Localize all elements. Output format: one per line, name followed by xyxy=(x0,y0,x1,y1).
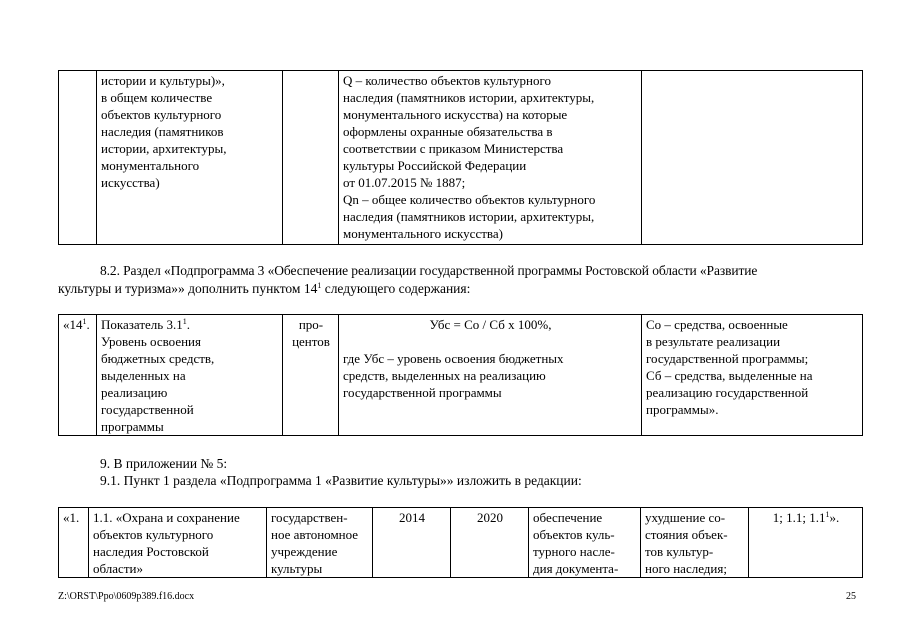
table3-cell-end-year: 2020 xyxy=(451,508,529,578)
table3-cell-links: 1; 1.1; $1.1^1$». xyxy=(749,508,863,578)
table3-cell-executor: государствен- ное автономное учреждение культуры xyxy=(267,508,373,578)
table2-cell-indicator: Показатель $3.1^1$. Уровень освоения бюджетных средств, выделенных на реализацию государственной программы xyxy=(97,315,283,436)
table1-cell-num xyxy=(59,71,97,245)
paragraph-9: 9. В приложении № 5: xyxy=(100,456,228,471)
table-indicator-14-1 xyxy=(58,314,863,436)
table3-cell-result: обеспечение объектов куль- турного насле- дия документа- xyxy=(529,508,641,578)
table1-cell-notes xyxy=(642,71,863,245)
footer-file-path: Z:\ORST\Ppo\0609p389.f16.docx xyxy=(58,591,195,602)
table3-cell-consequence: ухудшение со- стояния объек- тов культур- ного наследия; xyxy=(641,508,749,578)
table3-cell-name: 1.1. «Охрана и сохранение объектов культурного наследия Ростовской области» xyxy=(89,508,267,578)
paragraph-8-2-line1: 8.2. Раздел «Подпрограмма 3 «Обеспечение реализации государственной программы Ростовской области «Развитие xyxy=(100,263,758,278)
table1-cell-method: Q – количество объектов культурного наследия (памятников истории, архитектуры, монументального искусства) на которые оформлены охранные обязательства в соответствии с приказом Министерства культуры Российской Федерации от 01.07.2015 № 1887; Qn – общее количество объектов культурного наследия (памятников истории, архитектуры, монументального искусства) xyxy=(339,71,642,245)
table3-cell-start-year: 2014 xyxy=(373,508,451,578)
table-row xyxy=(59,71,863,245)
table-continuation xyxy=(58,70,863,245)
table3-cell-num: «1. xyxy=(59,508,89,578)
paragraph-9-1: 9.1. Пункт 1 раздела «Подпрограмма 1 «Развитие культуры»» изложить в редакции: xyxy=(100,473,582,488)
table2-cell-unit: про- центов xyxy=(283,315,339,436)
table2-cell-notes: Со – средства, освоенные в результате реализации государственной программы; Сб – средства, выделенные на реализацию государственной программы». xyxy=(642,315,863,436)
table1-cell-unit xyxy=(283,71,339,245)
footer-page-number: 25 xyxy=(846,591,856,602)
table-row xyxy=(59,508,863,578)
table2-cell-num: «$14^1$. xyxy=(59,315,97,436)
table-row xyxy=(59,315,863,436)
table2-cell-method: Убс = Со / Сб х 100%, где Убс – уровень освоения бюджетных средств, выделенных на реализацию государственной программы xyxy=(339,315,642,436)
table-subprogram-1 xyxy=(58,507,863,578)
paragraph-8-2-line2: культуры и туризма»» дополнить пунктом $14^1$ следующего содержания: xyxy=(58,281,471,296)
table1-cell-indicator: истории и культуры)», в общем количестве объектов культурного наследия (памятников истории, архитектуры, монументального искусства) xyxy=(97,71,283,245)
